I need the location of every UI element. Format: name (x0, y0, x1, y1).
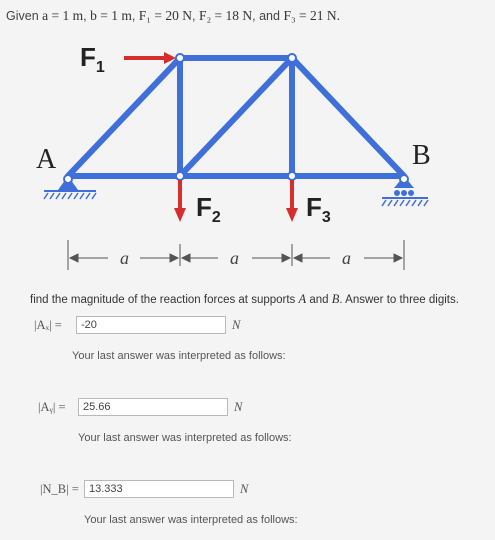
joint-top-right (288, 54, 296, 62)
unit-ay: N (234, 400, 243, 414)
joint-bottom-left (176, 172, 184, 180)
force-f3-arrow (286, 180, 298, 222)
member-diagonal-middle (180, 58, 292, 176)
label-support-a: A (36, 144, 57, 175)
truss-figure (0, 28, 495, 278)
given-a: a = 1 m (42, 8, 84, 23)
given-and: , and (252, 9, 280, 23)
interpretation-ay: Your last answer was interpreted as follows: (78, 432, 292, 444)
interpretation-nb: Your last answer was interpreted as follows: (84, 514, 298, 526)
answer-row-ay (0, 398, 495, 420)
unit-nb: N (240, 482, 249, 496)
member-diagonal-left (68, 58, 180, 176)
given-f2: F₂ = 18 N (198, 8, 253, 23)
interpretation-ax: Your last answer was interpreted as follows: (72, 350, 286, 362)
given-prefix: Given (6, 9, 39, 23)
answer-nb-input[interactable] (84, 480, 234, 498)
force-f1-arrow (124, 52, 176, 64)
given-f3: F₃ = 21 N. (283, 8, 341, 23)
joint-top-left (176, 54, 184, 62)
dim-label-a-1: a (120, 248, 129, 268)
label-ax: |Aₓ| = (34, 318, 62, 332)
answer-row-nb (0, 480, 495, 502)
label-ay: |Aᵧ| = (38, 400, 66, 414)
truss-members (68, 58, 404, 176)
dim-label-a-2: a (230, 248, 239, 268)
unit-ax: N (232, 318, 241, 332)
answer-ax-input[interactable] (76, 316, 226, 334)
answer-ay-input[interactable] (78, 398, 228, 416)
joint-bottom-right (288, 172, 296, 180)
given-statement: Given a = 1 m, b = 1 m, F₁ = 20 N, F₂ = 18 N, and F₃ = 21 N. (6, 8, 341, 23)
label-f1: $F_1$ (80, 42, 105, 76)
label-support-b: B (412, 140, 431, 171)
answer-row-ax (0, 316, 495, 338)
question-support-b: B (331, 292, 340, 306)
label-f3: $F_3$ (306, 192, 331, 226)
given-f1: F₁ = 20 N (138, 8, 192, 23)
label-nb: |N_B| = (40, 482, 79, 496)
dim-label-a-3: a (342, 248, 351, 268)
question-support-a: A (298, 292, 307, 306)
force-f2-arrow (174, 180, 186, 222)
member-diagonal-right (292, 58, 404, 176)
support-b (382, 175, 428, 206)
question-text: find the magnitude of the reaction forces at supports A and B. Answer to three digits. (30, 292, 459, 306)
given-b: b = 1 m (90, 8, 132, 23)
label-f2: $F_2$ (196, 192, 221, 226)
